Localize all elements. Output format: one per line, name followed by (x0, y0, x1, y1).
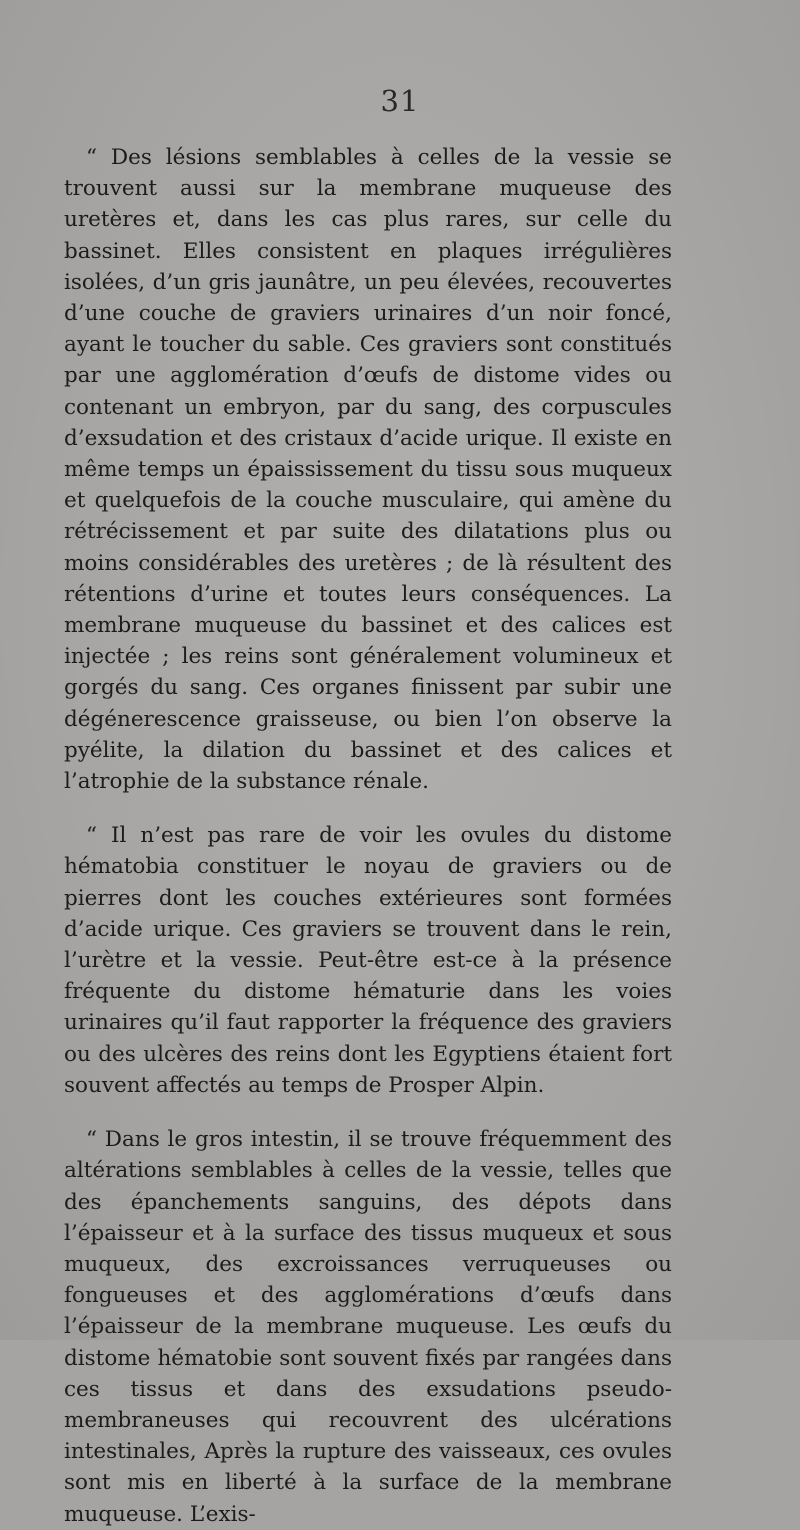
body-text (64, 142, 672, 1530)
paragraph-2-text: “ Il n’est pas rare de voir les ovules du distome hématobia constituer le noyau de graviers ou de pierres dont les couches extérieures sont formées d’acide urique. Ces graviers se trouvent dans le rein, l’urètre et la vessie. Peut-être est-ce à la présence fréquente du distome hématurie dans les voies urinaires qu’il faut rapporter la fréquence des graviers ou des ulcères des reins dont les Egyptiens étaient fort souvent affectés au temps de Prosper Alpin. (64, 823, 672, 1098)
paragraph-1-text: “ Des lésions semblables à celles de la vessie se trouvent aussi sur la membrane muqueuse des uretères et, dans les cas plus rares, sur celle du bassinet. Elles consistent en plaques irrégulières isolées, d’un gris jaunâtre, un peu élevées, recouvertes d’une couche de graviers urinaires d’un noir foncé, ayant le toucher du sable. Ces graviers sont constitués par une agglomération d’œufs de distome vides ou contenant un embryon, par du sang, des corpuscules d’exsudation et des cristaux d’acide urique. Il existe en même temps un épaississement du tissu sous muqueux et quelquefois de la couche musculaire, qui amène du rétrécissement et par suite des dilatations plus ou moins considérables des uretères ; de là résultent des rétentions d’urine et toutes leurs conséquences. La membrane muqueuse du bassinet et des calices est injectée ; les reins sont généralement volumineux et gorgés du sang. Ces organes finissent par subir une dégénerescence graisseuse, ou bien l’on observe la pyélite, la dilation du bassinet et des calices et l’atrophie de la substance rénale. (64, 145, 672, 795)
paragraph-2 (64, 820, 672, 1101)
page-number: 31 (380, 84, 420, 118)
paragraph-3 (64, 1124, 672, 1530)
paragraph-3-text: “ Dans le gros intestin, il se trouve fréquemment des altérations semblables à celles de la vessie, telles que des épanchements sanguins, des dépots dans l’épaisseur et à la surface des tissus muqueux et sous muqueux, des excroissances verruqueuses ou fongueuses et des agglomérations d’œufs dans l’épaisseur de la membrane muqueuse. Les œufs du distome hématobie sont souvent fixés par rangées dans ces tissus et dans des exsudations pseudo-membraneuses qui recouvrent des ulcérations intestinales, Après la rupture des vaisseaux, ces ovules sont mis en liberté à la surface de la membrane muqueuse. L’exis- (64, 1127, 672, 1527)
paragraph-1 (64, 142, 672, 797)
